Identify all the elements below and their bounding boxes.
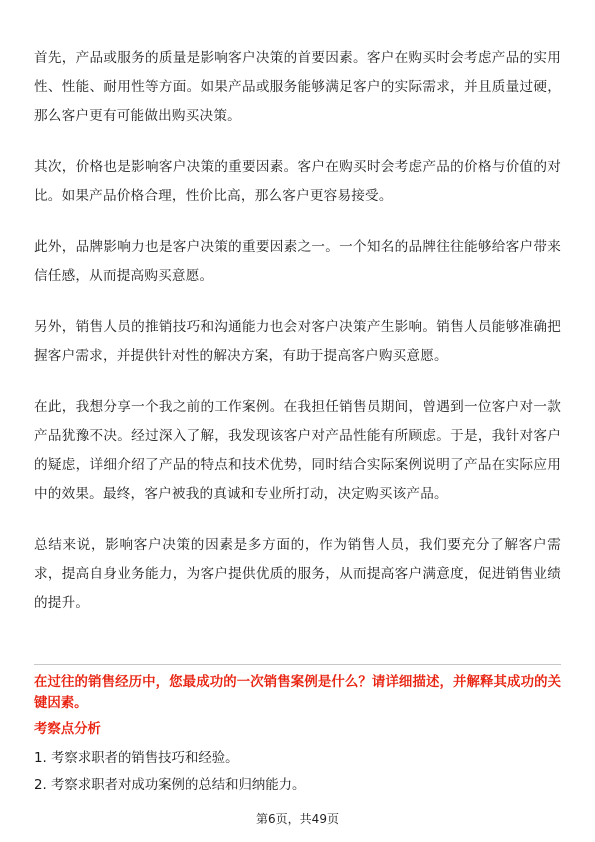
answer-body [34,44,561,618]
paragraph-sales-skills: 另外，销售人员的推销技巧和沟通能力也会对客户决策产生影响。销售人员能够准确把握客户需求，并提供针对性的解决方案，有助于提高客户购买意愿。 [34,319,561,364]
analysis-point: 2. 考察求职者对成功案例的总结和归纳能力。 [34,778,306,793]
section-divider [34,664,561,665]
analysis-point: 1. 考察求职者的销售技巧和经验。 [34,751,239,766]
paragraph-brand: 此外，品牌影响力也是客户决策的重要因素之一。一个知名的品牌往往能够给客户带来信任感，从而提高购买意愿。 [34,239,561,284]
paragraph-summary: 总结来说，影响客户决策的因素是多方面的，作为销售人员，我们要充分了解客户需求，提高自身业务能力，为客户提供优质的服务，从而提高客户满意度，促进销售业绩的提升。 [34,537,561,611]
paragraph-case-study: 在此，我想分享一个我之前的工作案例。在我担任销售员期间，曾遇到一位客户对一款产品犹豫不决。经过深入了解，我发现该客户对产品性能有所顾虑。于是，我针对客户的疑虑，详细介绍了产品的特点和技术优势，同时结合实际案例说明了产品在实际应用中的效果。最终，客户被我的真诚和专业所打动，决定购买该产品。 [34,399,561,502]
page-number: 第6页，共49页 [256,812,339,826]
paragraph-price: 其次，价格也是影响客户决策的重要因素。客户在购买时会考虑产品的价格与价值的对比。如果产品价格合理，性价比高，那么客户更容易接受。 [34,159,561,204]
paragraph-quality: 首先，产品或服务的质量是影响客户决策的首要因素。客户在购买时会考虑产品的实用性、性能、耐用性等方面。如果产品或服务能够满足客户的实际需求，并且质量过硬，那么客户更有可能做出购买决策。 [34,50,561,124]
interview-question: 在过往的销售经历中，您最成功的一次销售案例是什么？请详细描述，并解释其成功的关键因素。 [34,675,561,711]
analysis-title: 考察点分析 [34,722,101,737]
